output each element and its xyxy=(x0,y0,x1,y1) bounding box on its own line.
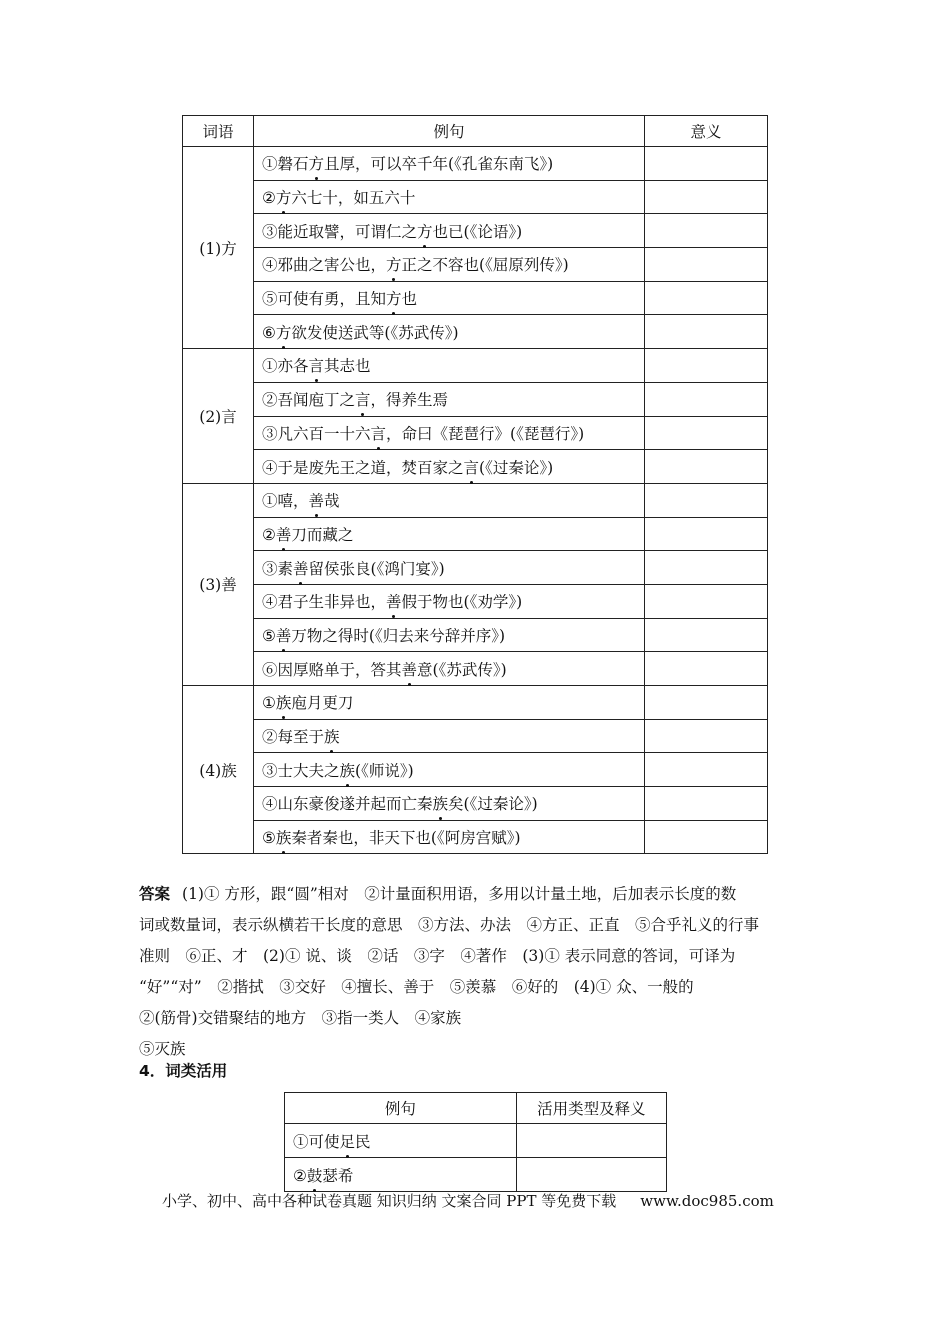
emphasized-character: 善 xyxy=(276,624,292,646)
emphasized-character: 方 xyxy=(276,186,292,208)
sentence-text: ，命曰《琵琶行》(《琵琶行》) xyxy=(386,424,585,443)
vocabulary-table xyxy=(182,115,768,854)
meaning-cell xyxy=(645,686,768,720)
example-sentence xyxy=(254,315,645,349)
table-row xyxy=(183,180,768,214)
sentence-text: ④于是废先王之道，焚百家之 xyxy=(262,458,464,477)
vocab-word: (1)方 xyxy=(183,147,254,349)
sentence-text: ⑥ xyxy=(262,323,276,342)
emphasized-character: 言 xyxy=(371,422,387,444)
footer-site: www.doc985.com xyxy=(640,1192,774,1210)
example-sentence xyxy=(254,214,645,248)
header-word: 词语 xyxy=(183,116,254,147)
meaning-cell xyxy=(645,248,768,282)
usage-type-cell xyxy=(516,1124,666,1158)
sentence-text: 意(《苏武传》) xyxy=(417,660,507,679)
example-sentence xyxy=(254,483,645,517)
table-header-row xyxy=(285,1093,667,1124)
table-row xyxy=(183,147,768,181)
answer-text: (1)① 方形，跟“圆”相对 ②计量面积用语，多用以计量土地，后加表示长度的数 xyxy=(182,885,737,903)
example-sentence xyxy=(254,652,645,686)
example-sentence xyxy=(254,820,645,854)
example-sentence xyxy=(254,416,645,450)
example-sentence xyxy=(254,382,645,416)
example-sentence xyxy=(254,450,645,484)
answer-line xyxy=(139,972,811,1003)
emphasized-character: 善 xyxy=(276,523,292,545)
example-sentence xyxy=(254,349,645,383)
emphasized-character: 方 xyxy=(386,253,402,275)
sentence-text: ⑤ xyxy=(262,626,276,645)
table-row xyxy=(183,281,768,315)
meaning-cell xyxy=(645,618,768,652)
sentence-text: 欲发使送武等(《苏武传》) xyxy=(291,323,459,342)
meaning-cell xyxy=(645,820,768,854)
answer-text: 准则 ⑥正、才 (2)① 说、谈 ②话 ③字 ④著作 (3)① 表示同意的答词，可译为 xyxy=(139,947,736,965)
answer-text: ⑤灭族 xyxy=(139,1040,186,1058)
example-sentence xyxy=(254,551,645,585)
sentence-text: 庖月更刀 xyxy=(291,694,354,713)
emphasized-character: 言 xyxy=(309,354,325,376)
meaning-cell xyxy=(645,517,768,551)
sentence-text: (《过秦论》) xyxy=(479,458,554,477)
example-sentence xyxy=(254,281,645,315)
sentence-text: (《师说》) xyxy=(355,761,414,780)
vocab-word: (4)族 xyxy=(183,686,254,854)
sentence-text: 瑟希 xyxy=(322,1166,354,1185)
answer-text: “好”“对” ②揩拭 ③交好 ④擅长、善于 ⑤羡慕 ⑥好的 (4)① 众、一般的 xyxy=(139,978,694,996)
meaning-cell xyxy=(645,416,768,450)
example-sentence xyxy=(254,618,645,652)
sentence-text: 秦者秦也，非天下也(《阿房宫赋》) xyxy=(291,829,521,848)
table-row xyxy=(183,719,768,753)
sentence-text: 且厚，可以卒千年(《孔雀东南飞》) xyxy=(324,155,554,174)
table-row xyxy=(183,787,768,821)
sentence-text: ④邪曲之害公也， xyxy=(262,256,387,275)
table-row xyxy=(183,551,768,585)
emphasized-character: 族 xyxy=(340,759,356,781)
meaning-cell xyxy=(645,787,768,821)
sentence-text: ②吾闻庖丁之 xyxy=(262,391,356,410)
meaning-cell xyxy=(645,382,768,416)
header-example: 例句 xyxy=(254,116,645,147)
sentence-text: ① xyxy=(262,694,276,713)
meaning-cell xyxy=(645,719,768,753)
sentence-text: 假于物也(《劝学》) xyxy=(401,593,523,612)
table-row xyxy=(183,416,768,450)
answer-line xyxy=(139,910,811,941)
sentence-text: 六七十，如五六十 xyxy=(291,189,416,208)
emphasized-character: 族 xyxy=(433,792,449,814)
answer-line xyxy=(139,1034,811,1065)
table-row xyxy=(183,686,768,720)
answer-line xyxy=(139,1003,811,1034)
table-row xyxy=(183,753,768,787)
section-title: 4．词类活用 xyxy=(139,1062,228,1080)
sentence-text: ② xyxy=(262,525,276,544)
answer-block xyxy=(139,879,811,1065)
emphasized-character: 足 xyxy=(340,1130,356,1152)
meaning-cell xyxy=(645,180,768,214)
example-sentence xyxy=(254,248,645,282)
meaning-cell xyxy=(645,753,768,787)
table-row xyxy=(183,315,768,349)
sentence-text: ④君子生非异也， xyxy=(262,593,387,612)
example-sentence xyxy=(254,686,645,720)
emphasized-character: 言 xyxy=(464,456,480,478)
sentence-text: 也 xyxy=(401,290,418,309)
sentence-text: ③能近取譬，可谓仁之 xyxy=(262,222,418,241)
vocab-word: (2)言 xyxy=(183,349,254,484)
sentence-text: ⑤可使有勇，且知 xyxy=(262,290,387,309)
table-row xyxy=(183,349,768,383)
table-row xyxy=(183,214,768,248)
footer-text: 小学、初中、高中各种试卷真题 知识归纳 文案合同 PPT 等免费下载 xyxy=(162,1192,617,1210)
example-sentence xyxy=(254,517,645,551)
table-row xyxy=(183,584,768,618)
example-sentence xyxy=(285,1124,517,1158)
emphasized-character: 族 xyxy=(324,725,340,747)
table-row xyxy=(183,450,768,484)
emphasized-character: 善 xyxy=(293,557,309,579)
meaning-cell xyxy=(645,652,768,686)
sentence-text: ③素 xyxy=(262,559,294,578)
table-row xyxy=(183,483,768,517)
sentence-text: ①可使 xyxy=(293,1132,340,1151)
sentence-text: 刀而藏之 xyxy=(291,525,354,544)
vocab-word: (3)善 xyxy=(183,483,254,685)
example-sentence xyxy=(254,180,645,214)
sentence-text: ② xyxy=(262,189,276,208)
meaning-cell xyxy=(645,214,768,248)
answer-text: ②(筋骨)交错聚结的地方 ③指一类人 ④家族 xyxy=(139,1009,462,1027)
answer-line xyxy=(139,941,811,972)
example-sentence xyxy=(285,1158,517,1192)
header-meaning: 意义 xyxy=(645,116,768,147)
page-footer xyxy=(162,1190,774,1211)
sentence-text: ，得养生焉 xyxy=(370,391,449,410)
sentence-text: 也已(《论语》) xyxy=(432,222,523,241)
sentence-text: 留侯张良(《鸿门宴》) xyxy=(308,559,445,578)
meaning-cell xyxy=(645,584,768,618)
header-usage-type: 活用类型及释义 xyxy=(516,1093,666,1124)
meaning-cell xyxy=(645,281,768,315)
answer-line xyxy=(139,879,811,910)
sentence-text: ④山东豪俊遂并起而亡秦 xyxy=(262,795,433,814)
emphasized-character: 族 xyxy=(276,826,292,848)
word-usage-table xyxy=(284,1092,667,1192)
example-sentence xyxy=(254,147,645,181)
sentence-text: ①亦各 xyxy=(262,357,309,376)
answer-text: 词或数量词，表示纵横若干长度的意思 ③方法、办法 ④方正、正直 ⑤合乎礼义的行事 xyxy=(139,916,760,934)
emphasized-character: 方 xyxy=(309,152,325,174)
sentence-text: 哉 xyxy=(324,492,340,511)
table-row xyxy=(183,820,768,854)
emphasized-character: 言 xyxy=(355,388,371,410)
table-row xyxy=(183,517,768,551)
example-sentence xyxy=(254,753,645,787)
meaning-cell xyxy=(645,147,768,181)
example-sentence xyxy=(254,719,645,753)
meaning-cell xyxy=(645,483,768,517)
emphasized-character: 方 xyxy=(386,287,402,309)
emphasized-character: 方 xyxy=(276,321,292,343)
sentence-text: ② xyxy=(293,1166,307,1185)
sentence-text: ②每至于 xyxy=(262,728,325,747)
sentence-text: ③凡六百一十六 xyxy=(262,424,371,443)
vocabulary-table-body xyxy=(183,147,768,854)
emphasized-character: 善 xyxy=(402,658,418,680)
sentence-text: ⑥因厚赂单于，答其 xyxy=(262,660,402,679)
sentence-text: ①嘻， xyxy=(262,492,309,511)
sentence-text: 万物之得时(《归去来兮辞并序》) xyxy=(291,626,506,645)
meaning-cell xyxy=(645,349,768,383)
emphasized-character: 善 xyxy=(309,489,325,511)
sentence-text: 矣(《过秦论》) xyxy=(448,795,538,814)
emphasized-character: 方 xyxy=(417,220,433,242)
example-sentence xyxy=(254,584,645,618)
sentence-text: ①磐石 xyxy=(262,155,309,174)
sentence-text: 正之不容也(《屈原列传》) xyxy=(401,256,569,275)
table-row xyxy=(285,1158,667,1192)
table-header-row xyxy=(183,116,768,147)
emphasized-character: 鼓 xyxy=(307,1164,323,1186)
table-row xyxy=(285,1124,667,1158)
emphasized-character: 族 xyxy=(276,691,292,713)
answer-label: 答案 xyxy=(139,885,171,903)
sentence-text: ⑤ xyxy=(262,829,276,848)
sentence-text: 民 xyxy=(355,1132,371,1151)
meaning-cell xyxy=(645,315,768,349)
word-usage-table-body xyxy=(285,1124,667,1192)
emphasized-character: 善 xyxy=(386,590,402,612)
meaning-cell xyxy=(645,551,768,585)
table-row xyxy=(183,382,768,416)
table-row xyxy=(183,248,768,282)
table-row xyxy=(183,652,768,686)
sentence-text: 其志也 xyxy=(324,357,371,376)
usage-type-cell xyxy=(516,1158,666,1192)
header-example: 例句 xyxy=(285,1093,517,1124)
table-row xyxy=(183,618,768,652)
example-sentence xyxy=(254,787,645,821)
sentence-text: ③士大夫之 xyxy=(262,761,340,780)
meaning-cell xyxy=(645,450,768,484)
